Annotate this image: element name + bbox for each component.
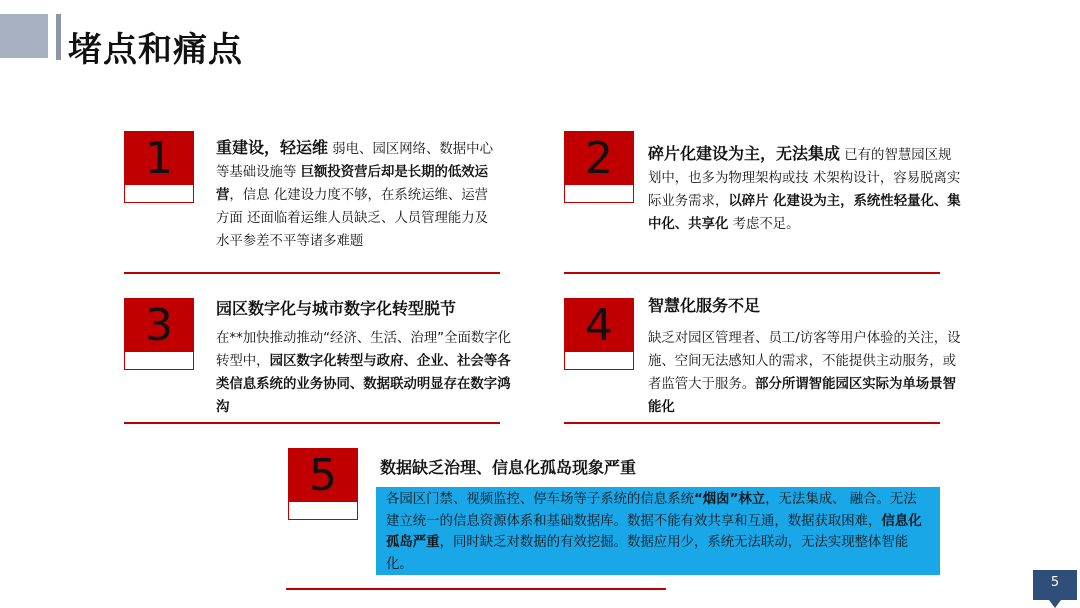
- card-5-highlight-2: 信息化孤岛严重: [386, 513, 922, 550]
- card-5-info-box: [376, 487, 940, 575]
- card-5-body-end: ，同时缺乏对数据的有效挖掘。数据应用少，系统无法联动，无法实现整体智能化。: [386, 535, 909, 572]
- number-1: 1: [145, 133, 173, 184]
- number-badge-2: [564, 131, 634, 203]
- card-2-heading: 碎片化建设为主，无法集成: [648, 144, 841, 163]
- page-number: 5: [1050, 575, 1060, 590]
- divider-3: [124, 422, 500, 424]
- card-2-highlight: 以碎片 化建设为主，系统性轻量化、集中化、共享化: [648, 194, 961, 232]
- divider-1: [124, 272, 500, 274]
- card-1-body: 弱电、园区网络、数据中心等基础设施等: [216, 142, 493, 180]
- card-3-body: 在**加快推动推动“经济、生活、治理”全面数字化转型中，: [216, 331, 512, 369]
- card-5-body-cont: ，无法集成、 融合。无法建立统一的信息资源体系和基础数据库。数据不能有效共享和互通，数据获取困难，: [386, 492, 917, 529]
- card-1-body-cont: ，信息 化建设力度不够，在系统运维、运营方面 还面临着运维人员缺乏、人员管理能力及 水平参差不平等诸多难题: [216, 188, 489, 249]
- number-badge-5: [288, 448, 358, 520]
- card-5-title: 数据缺乏治理、信息化孤岛现象严重: [380, 458, 637, 477]
- card-1-highlight: 巨额投资营后却是长期的低效运营: [216, 165, 489, 203]
- number-4: 4: [585, 300, 613, 351]
- title-decoration-block: [0, 14, 48, 58]
- divider-4: [564, 422, 940, 424]
- number-badge-3: [124, 298, 194, 370]
- card-3-text: [216, 327, 516, 419]
- card-4-text: [648, 327, 966, 419]
- card-2-body-cont: 考虑不足。: [728, 217, 800, 232]
- card-4-title: 智慧化服务不足: [648, 296, 761, 315]
- divider-2: [564, 272, 940, 274]
- title-decoration-bar: [56, 14, 61, 60]
- page-number-tag: [1033, 570, 1077, 600]
- card-2-text: [648, 142, 964, 266]
- card-3-highlight: 园区数字化转型与政府、企业、社会等各类信息系统的业务协同、数据联动明显存在数字鸿沟: [216, 354, 511, 415]
- number-3: 3: [145, 300, 173, 351]
- number-badge-4: [564, 298, 634, 370]
- divider-5: [286, 588, 666, 590]
- number-5: 5: [309, 450, 337, 501]
- card-5-highlight: “烟囱”林立: [693, 492, 766, 507]
- card-4-body: 缺乏对园区管理者、员工/访客等用户体验的关注，设施、空间无法感知人的需求，不能提供主动服务，或者监管大于服务。: [648, 331, 961, 392]
- card-3-title: 园区数字化与城市数字化转型脱节: [216, 299, 457, 318]
- card-2-body: 已有的智慧园区规划中，也多为物理架构或技 术架构设计，容易脱离实际业务需求，: [648, 148, 961, 209]
- card-1-text: [216, 136, 498, 270]
- slide-title: 堵点和痛点: [68, 30, 243, 70]
- card-4-highlight: 部分所谓智能园区实际为单场景智能化: [648, 377, 956, 415]
- card-1-heading: 重建设，轻运维: [216, 138, 329, 157]
- card-5-body: 各园区门禁、视频监控、停车场等子系统的信息系统: [386, 492, 694, 507]
- number-badge-1: [124, 131, 194, 203]
- number-2: 2: [585, 133, 613, 184]
